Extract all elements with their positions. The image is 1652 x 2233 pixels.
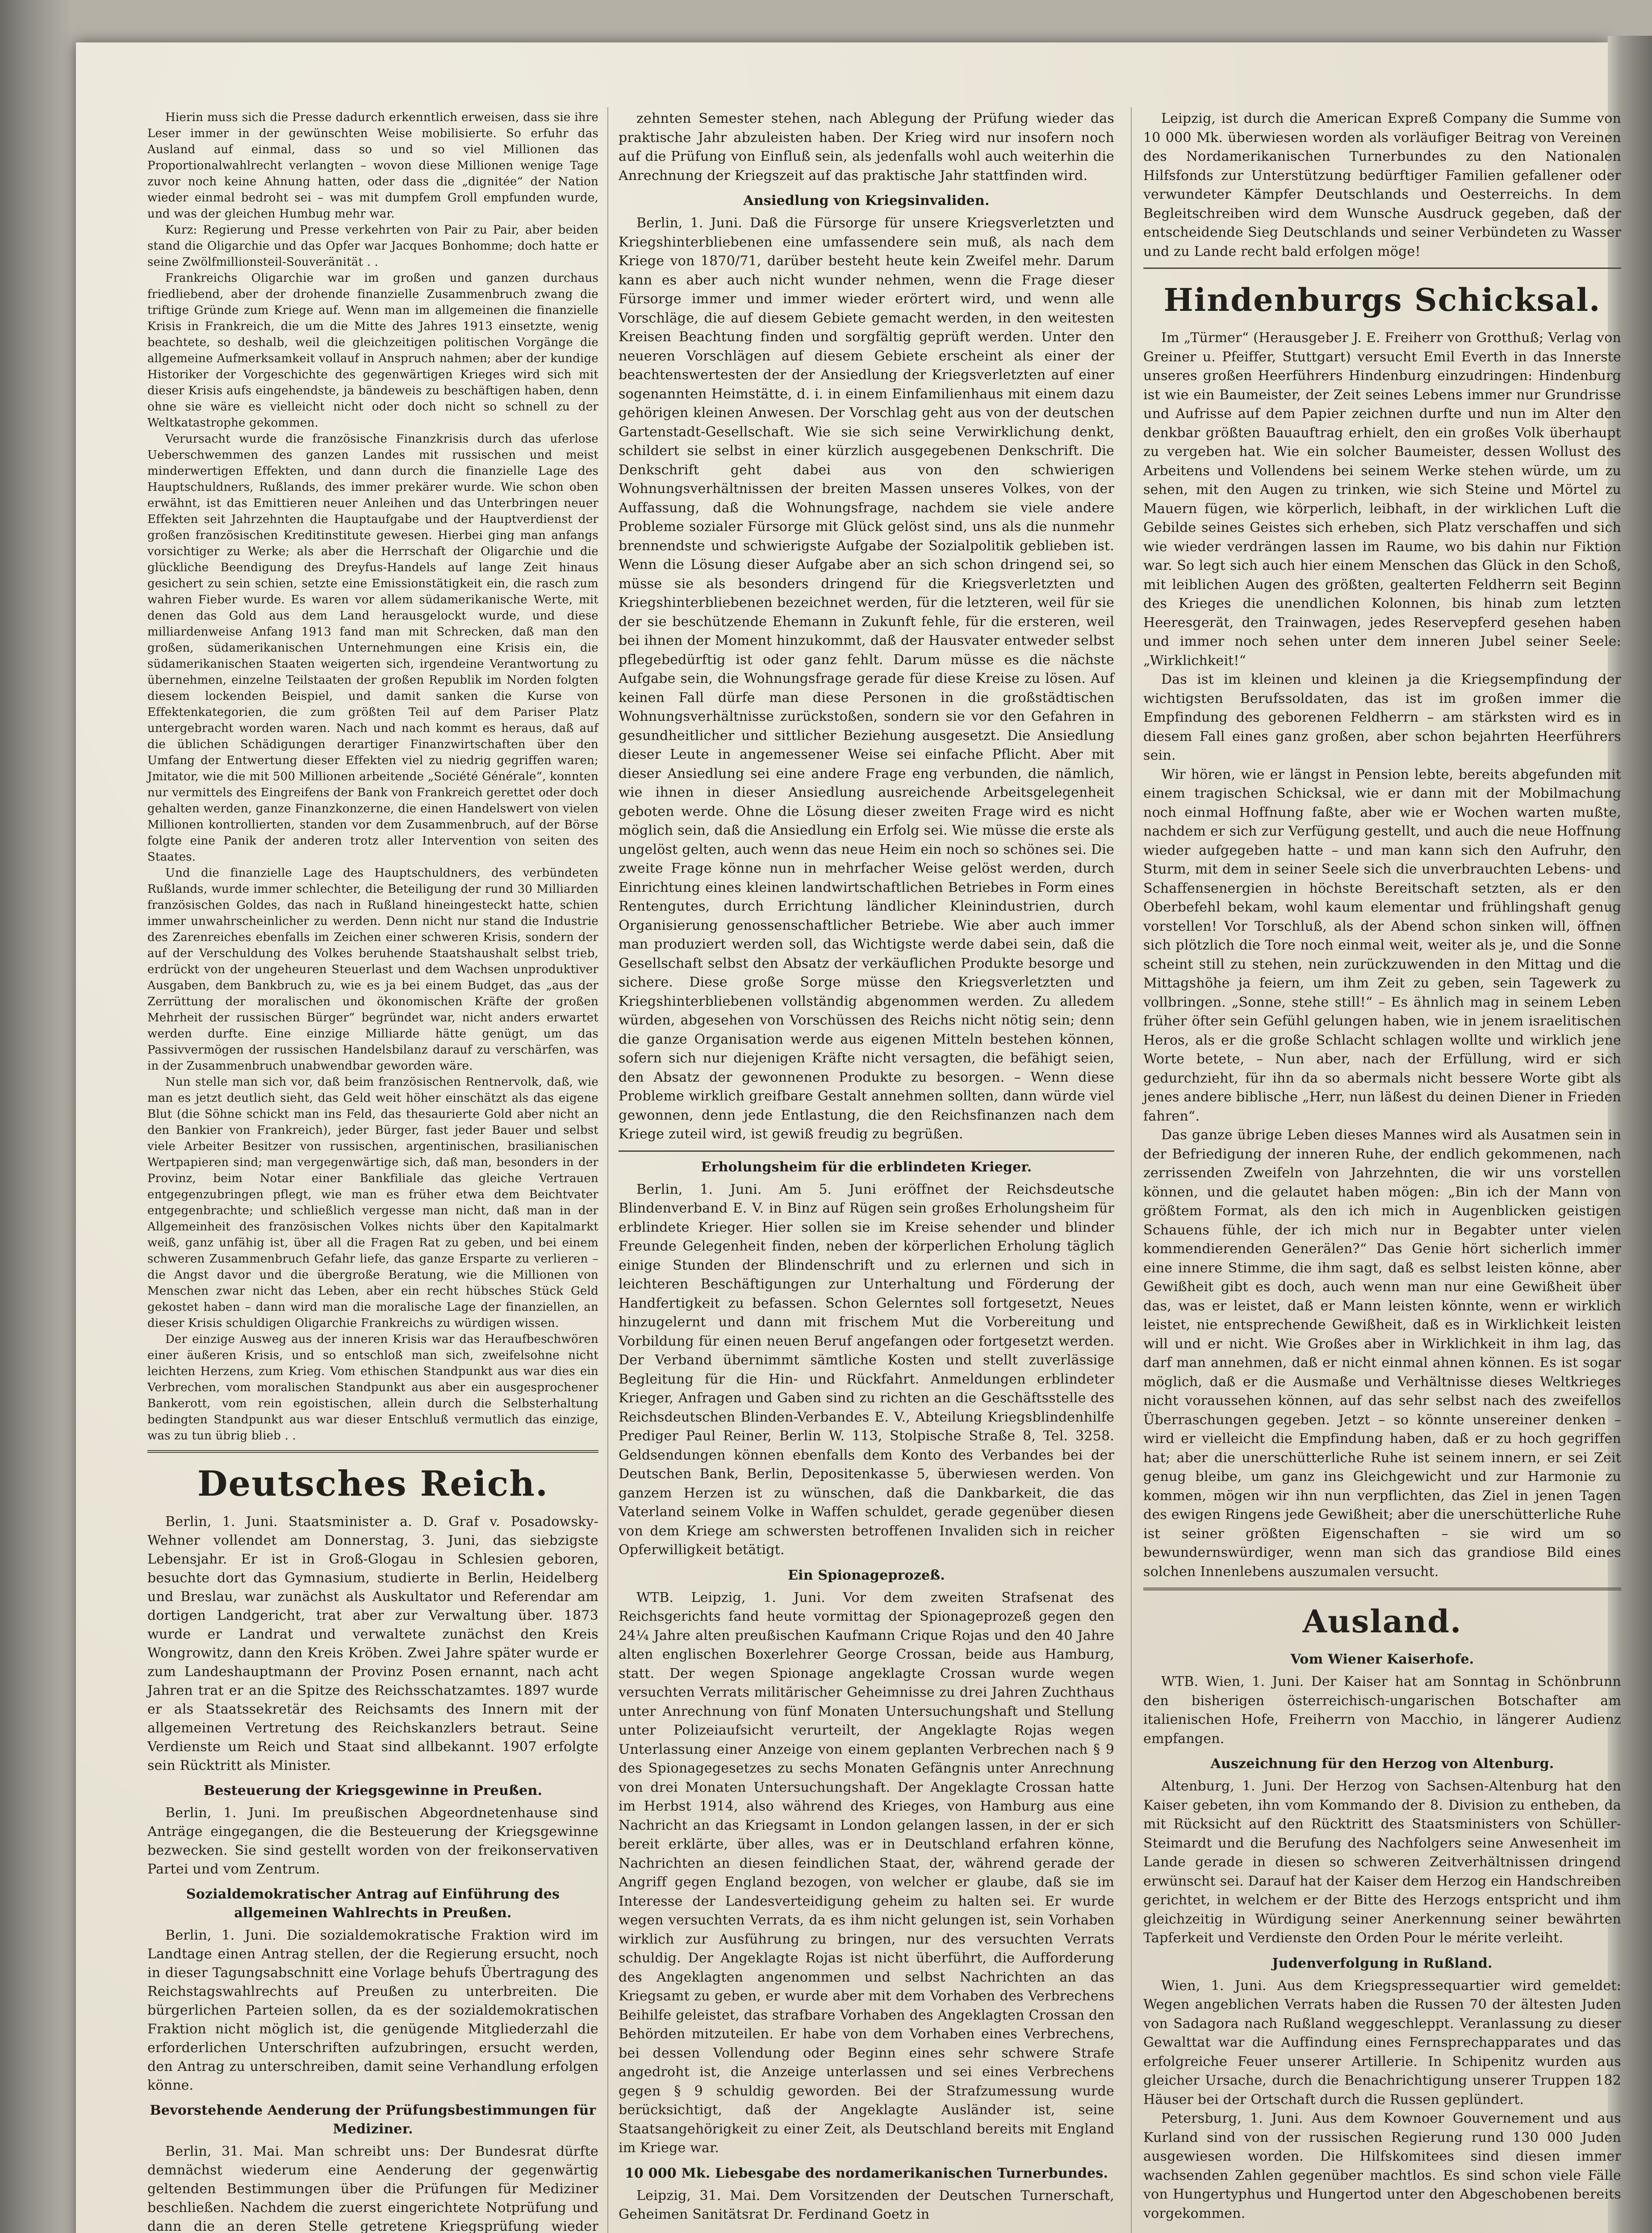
subheading: Sozialdemokratischer Antrag auf Einführung des allgemeinen Wahlrechts in Preußen.: [186, 1886, 560, 1921]
article-paragraph: Berlin, 1. Juni. Am 5. Juni eröffnet der Reichsdeutsche Blindenverband E. V. in Binz auf Rügen sein großes Erholungsheim für erblindete Krieger. Hier sollen sie im Kreise sehender und blinder Freunde Gelegenheit finden, neben der körperlichen Erholung täglich einige Stunden der Blindenschrift und zu erlernen und sich in leichteren Beschäftigungen zur Unterhaltung und Förderung der Handfertigkeit zu befassen. Schon Gelerntes soll fortgesetzt, Neues hinzugelernt und dann mit frischem Mut die Vorbereitung und Vorbildung für einen neuen Beruf angefangen oder fortgesetzt werden. Der Verband übernimmt sämtliche Kosten und stellt zuverlässige Begleitung für die Hin- und Rückfahrt. Anmeldungen erblindeter Krieger, Anfragen und Gaben sind zu richten an die Geschäftsstelle des Reichsdeutschen Blinden-Verbandes E. V., Abteilung Kriegsblindenhilfe Prediger Paul Reiner, Berlin W. 113, Stolpische Straße 8, Tel. 3258. Geldsendungen können ebenfalls dem Konto des Verbandes bei der Deutschen Bank, Berlin, Depositenkasse 5, überwiesen werden. Von ganzem Herzen ist zu wünschen, daß die Dankbarkeit, die das Vaterland seinem Volke in Waffen schuldet, gerade gegenüber diesen von dem Kriege am schwersten betroffenen Invaliden sich in reicher Opferwilligkeit betätigt.: [619, 1181, 1114, 1558]
article-paragraph: Petersburg, 1. Juni. Aus dem Kownoer Gouvernement und aus Kurland sind von der russischen Regierung rund 130 000 Juden ausgewiesen worden. Die Hilfskomitees sind diesen immer wachsenden Zahlen gegenüber machtlos. Es sind schon viele Fälle von Hungertyphus und Hungertod unter den Abgeschobenen bereits vorgekommen.: [1143, 2111, 1621, 2221]
article-paragraph: Berlin, 1. Juni. Staatsminister a. D. Graf v. Posadowsky-Wehner vollendet am Donnerstag, 3. Juni, das siebzigste Lebensjahr. Er ist in Groß-Glogau in Schlesien geboren, besuchte dort das Gymnasium, studierte in Berlin, Heidelberg und Breslau, war zunächst als Auskultator und Referendar am dortigen Landgericht, trat aber zur Verwaltung über. 1873 wurde er Landrat und verwaltete zunächst den Kreis Wongrowitz, dann den Kreis Kröben. Zwei Jahre später wurde er zum Landeshauptmann der Provinz Posen ernannt, nach acht Jahren trat er an die Spitze des Reichsschatzamtes. 1897 wurde er als Staatssekretär des Reichsamts des Innern mit der allgemeinen Vertretung des Reichskanzlers betraut. Seine Verdienste um Reich und Staat sind allbekannt. 1907 erfolgte sein Rücktritt als Minister.: [147, 1514, 598, 1773]
section-divider: [619, 1150, 1114, 1152]
article-paragraph: Das ist im kleinen und kleinen ja die Kriegsempfindung der wichtigsten Berufssoldaten, das ist im großen immer die Empfindung des geborenen Feldherrn – am stärksten wird es in diesem Fall eines ganz großen, aber schon bejahrten Heerführers sein.: [1143, 672, 1621, 763]
section-divider: [1143, 1588, 1621, 1590]
article-paragraph: WTB. Wien, 1. Juni. Der Kaiser hat am Sonntag in Schönbrunn den bisherigen österreichisch-ungarischen Botschafter am italienischen Hofe, Freiherrn von Macchio, in längerer Audienz empfangen.: [1143, 1674, 1621, 1747]
article-paragraph: Der einzige Ausweg aus der inneren Krisis war das Heraufbeschwören einer äußeren Krisis, und so entschloß man sich, zweifelsohne nicht leichten Herzens, zum Krieg. Vom ethischen Standpunkt aus war dies ein Verbrechen, vom moralischen Standpunkt aus aber ein ausgesprochener Bankerott, vom rein egoistischen, allein durch die Selbsterhaltung bedingten Standpunkt aus war dieser Entschluß vermutlich das einzige, was zu tun übrig blieb . .: [147, 1333, 598, 1443]
article-paragraph: Verursacht wurde die französische Finanzkrisis durch das uferlose Ueberschwemmen des ganzen Landes mit russischen und meist minderwertigen Effekten, und dann durch die finanzielle Lage des Hauptschuldners, Rußlands, des immer prekärer wurde. Wie schon oben erwähnt, ist das Emittieren neuer Anleihen und das Unterbringen neuer Effekten seit Jahrzehnten die Hauptaufgabe und der Hauptverdienst der großen französischen Kreditinstitute gewesen. Hierbei ging man anfangs vorsichtiger zu Werke; als aber die Herrschaft der Oligarchie und die glückliche Beendigung des Dreyfus-Handels auf lange Zeit hinaus gesichert zu sein schien, setzte eine Emissionstätigkeit ein, die rasch zum wahren Fieber wurde. Es waren vor allem südamerikanische Werte, mit denen das Gold aus dem Land herausgelockt wurde, und diese milliardenweise Anfang 1913 fand man mit Schrecken, daß man den großen, südamerikanischen Unternehmungen eine Krisis ein, die südamerikanischen Staaten weigerten sich, irgendeine Verantwortung zu übernehmen, einzelne Teilstaaten der großen Republik im Norden folgten diesem lockenden Beispiel, und damit sanken die Kurse von Effektenkategorien, die zum größten Teil auf dem Pariser Platz untergebracht worden waren. Nach und nach kommt es heraus, daß auf die üblichen Schädigungen derartiger Finanzwirtschaften über den Umfang der Entwertung dieser Effekten viel zu niedrig gegriffen waren; Jmitator, wie die mit 500 Millionen arbeitende „Société Générale“, konnten nur vermittels des Eingreifens der Bank von Frankreich gerettet oder doch gehalten werden, ganze Finanzkonzerne, die einen Handelswert von vielen Millionen kontrollierten, standen vor dem Zusammenbruch, auf der Börse folgte eine Panik der anderen trotz aller Intervention von seiten des Staates.: [147, 432, 598, 864]
column-3: [1143, 109, 1621, 2223]
article-paragraph: Berlin, 1. Juni. Daß die Fürsorge für unsere Kriegsverletzten und Kriegshinterbliebenen eine umfassendere sein muß, als nach dem Kriege von 1870/71, darüber besteht heute kein Zweifel mehr. Darum kann es aber auch nicht wunder nehmen, wenn die Frage dieser Fürsorge immer und immer wieder erörtert wird, und wenn alle Vorschläge, die auf diesem Gebiete gemacht werden, in den weitesten Kreisen Beachtung finden und sorgfältig geprüft werden. Unter den neueren Vorschlägen auf diesem Gebiete erscheint als einer der beachtenswertesten der der Ansiedlung der Kriegsverletzten auf einer sogenannten Heimstätte, d. i. in einem Einfamilienhaus mit einem dazu gehörigen kleinen Anwesen. Der Vorschlag geht aus von der deutschen Gartenstadt-Gesellschaft. Wie sie sich seine Verwirklichung denkt, schildert sie selbst in einer kürzlich ausgegebenen Denkschrift. Die Denkschrift geht dabei aus von den schwierigen Wohnungsverhältnissen der breiten Massen unseres Volkes, von der Auffassung, daß die Wohnungsfrage, nachdem sie viele andere Probleme sozialer Fürsorge mit Glück gelöst sind, uns als die nunmehr brennendste und schwierigste Aufgabe der Sozialpolitik geblieben ist. Wenn die Lösung dieser Aufgabe aber an sich schon dringend sei, so müsse sie als besonders dringend für die Kriegsverletzten und Kriegshinterbliebenen bezeichnet werden, für die letzteren, weil für sie der sie beschützende Ehemann in Zukunft fehle, für die ersteren, weil bei ihnen der Moment hinzukommt, daß der Hausvater entweder selbst pflegebedürftig ist oder ganz fehlt. Darum müsse es die nächste Aufgabe sein, die Wohnungsfrage gerade für diese Kreise zu lösen. Auf keinen Fall dürfe man diese Personen in die großstädtischen Wohnungsverhältnisse zurückstoßen, sondern sie vor den Gefahren in gesundheitlicher und sittlicher Beziehung ausgesetzt. Die Ansiedlung dieser Leute in angemessener Weise sei einfache Pflicht. Aber mit dieser Ansiedlung sei eine andere Frage eng verbunden, die nämlich, wie ihnen in dieser Ansiedlung ausreichende Arbeitsgelegenheit geboten werde. Ohne die Lösung dieser zweiten Frage wird es nicht möglich sein, daß die Ansiedlung ein Erfolg sei. Wie müsse die erste als ungelöst gelten, auch wenn das neue Heim ein noch so schönes sei. Die zweite Frage könne nun in mehrfacher Weise gelöst werden, durch Einrichtung eines kleinen landwirtschaftlichen Betriebes in Form eines Rentengutes, durch Errichtung ländlicher Kleinindustrien, durch Organisierung genossenschaftlicher Betriebe. Wie aber auch immer man produziert werden soll, das Wichtigste werde dabei sein, daß die Gesellschaft selbst den Absatz der verkäuflichen Produkte besorge und sichere. Diese große Sorge müsse den Kriegsverletzten und Kriegshinterbliebenen vollständig abgenommen werden. Zu alledem würden, abgesehen von Vorschüssen des Reichs nicht nötig sein; denn die ganze Organisation werde aus eigenen Mitteln bestehen können, sofern sich nur diejenigen Kräfte nicht versagten, die befähigt seien, den Absatz der gewonnenen Produkte zu besorgen. – Wenn diese Probleme wirklich greifbare Gestalt annehmen sollten, dann würde viel gewonnen, denn jede Entlastung, die den Reichsfinanzen nach dem Kriege zuteil wird, ist gewiß freudig zu begrüßen.: [619, 215, 1114, 1142]
article-paragraph: Berlin, 1. Juni. Die sozialdemokratische Fraktion wird im Landtage einen Antrag stellen, der die Regierung ersucht, noch in dieser Tagungsabschnitt eine Vorlage behufs Übertragung des Reichstagswahlrechts auf Preußen zu unterbreiten. Die bürgerlichen Parteien sollen, da es der sozialdemokratischen Fraktion nicht möglich ist, die genügende Mitgliederzahl die erforderlichen Unterschriften aufzubringen, ersucht werden, den Antrag zu unterschreiben, damit seine Verhandlung erfolgen könne.: [147, 1928, 598, 2093]
section-divider: [147, 1450, 598, 1453]
article-paragraph: Wien, 1. Juni. Aus dem Kriegspressequartier wird gemeldet: Wegen angeblichen Verrats haben die Russen 70 der ältesten Juden von Sadagora nach Rußland weggeschleppt. Veranlassung zu dieser Gewalttat war die Auffindung eines Fernsprechapparates und das erfolgreiche Feuer unserer Artillerie. In Schipenitz wurden aus gleicher Ursache, durch die Benachrichtigung unserer Truppen 182 Häuser bei der Ortschaft durch die Russen geplündert.: [1143, 1978, 1621, 2108]
subheading: 10 000 Mk. Liebesgabe des nordamerikanischen Turnerbundes.: [624, 2165, 1108, 2181]
section-title-deutsches-reich: Deutsches Reich.: [197, 1464, 549, 1504]
section-title-ausland: Ausland.: [1302, 1603, 1462, 1640]
article-paragraph: Hierin muss sich die Presse dadurch erkenntlich erweisen, dass sie ihre Leser immer in der gewünschten Weise mobilisierte. So erfuhr das Ausland auf einmal, dass so und so viel Millionen das Proportionalwahlrecht verlangten – wovon diese Millionen wenige Tage zuvor noch keine Ahnung hatten, oder dass die „dignitée“ der Nation wieder einmal bedroht sei – was mit dumpfem Groll empfunden wurde, und was der gleichen Humbug mehr war.: [147, 111, 598, 221]
article-paragraph: Altenburg, 1. Juni. Der Herzog von Sachsen-Altenburg hat den Kaiser gebeten, ihn vom Kommando der 8. Division zu entheben, da mit Rücksicht auf den Rücktritt des Staatsministers von Schüller-Steimardt und die Berufung des Nachfolgers seine Anwesenheit im Lande gerade in diesen so schweren Zeitverhältnissen dringend erwünscht sei. Darauf hat der Kaiser dem Herzog ein Handschreiben gerichtet, in welchem er der Bitte des Herzogs entspricht und ihm gleichzeitig in Würdigung seiner Anerkennung seiner bewährten Tapferkeit und Verdienste den Orden Pour le mérite verleiht.: [1143, 1778, 1621, 1946]
article-paragraph: Und die finanzielle Lage des Hauptschuldners, des verbündeten Rußlands, wurde immer schlechter, die Beteiligung der rund 30 Milliarden französischen Goldes, das nach in Rußland hineingesteckt hatte, schien immer unwahrscheinlicher zu werden. Denn nicht nur stand die Industrie des Zarenreiches ebenfalls im Zeichen einer schweren Krisis, sondern der auf der Verschuldung des Volkes beruhende Staatshaushalt selbst trieb, erdrückt von der ungeheuren Steuerlast und dem Wachsen unproduktiver Ausgaben, dem Bankbruch zu, wie es ja bei einem Budget, das „aus der Zerrüttung der moralischen und ökonomischen Kräfte der großen Mehrheit der russischen Bürger“ begründet war, nicht anders erwartet werden durfte. Eine einzige Milliarde hätte genügt, um das Passivvermögen der russischen Handelsbilanz darauf zu verschärfen, was in der Zusammenbruch unabwendbar geworden wäre.: [147, 866, 598, 1073]
article-paragraph: Im „Türmer“ (Herausgeber J. E. Freiherr von Grotthuß; Verlag von Greiner u. Pfeiffer, Stuttgart) versucht Emil Everth in das Innerste unseres großen Heerführers Hindenburg einzudringen: Hindenburg ist wie ein Baumeister, der Zeit seines Lebens immer nur Grundrisse und Aufrisse auf dem Papier zeichnen durfte und nun im Alter den denkbar größten Bauauftrag erhielt, den ein großes Volk überhaupt zu vergeben hat. Wie ein solcher Baumeister, dessen Wollust des Arbeitens und Vollendens bei seinem Werke stehen würde, um zu sehen, mit den Augen zu trinken, wie sich Steine und Mörtel zu Mauern fügen, wie körperlich, leibhaft, in der wirklichen Luft die Gebilde seines Geistes sich erheben, sich Platz verschaffen und sich wie wieder verdrängen lassen im Raume, wo bis dahin nur Fiktion war. So legt sich auch hier einem Menschen das Glück in den Schoß, mit leiblichen Augen des größten, gealterten Feldherrn seit Beginn des Krieges die unendlichen Kolonnen, bis hinab zum letzten Heeresgerät, den Trainwagen, jedes Reservepferd gesehen haben und immer noch sehen unter dem inneren Jubel seiner Seele: „Wirklichkeit!“: [1143, 330, 1621, 669]
article-paragraph: zehnten Semester stehen, nach Ablegung der Prüfung wieder das praktische Jahr abzuleisten haben. Der Krieg wird nur insofern noch auf die Prüfung von Einfluß sein, als jedenfalls wohl auch weiterhin die Anrechnung der Kriegszeit auf das praktische Jahr stattfinden wird.: [619, 111, 1114, 184]
article-paragraph: Frankreichs Oligarchie war im großen und ganzen durchaus friedliebend, aber der drohende finanzielle Zusammenbruch zwang die triftige Gründe zum Kriege auf. Wenn man im allgemeinen die finanzielle Krisis in Frankreich, die um die Mitte des Jahres 1913 einsetzte, wenig beachtete, so deshalb, weil die gleichzeitigen politischen Vorgänge die allgemeine Aufmerksamkeit vollauf in Anspruch nahmen; aber der kundige Historiker der Vorgeschichte des gegenwärtigen Krieges wird sich mit dieser Krisis aufs eingehendste, ja bändeweis zu beschäftigen haben, denn ohne sie wäre es vielleicht nicht oder doch nicht so schnell zu der Weltkatastrophe gekommen.: [147, 272, 598, 430]
subheading: Bevorstehende Aenderung der Prüfungsbestimmungen für Mediziner.: [150, 2103, 596, 2137]
column-rule: [1131, 107, 1132, 2233]
subheading: Auszeichnung für den Herzog von Altenburg.: [1210, 1756, 1554, 1772]
article-paragraph: Berlin, 1. Juni. Im preußischen Abgeordnetenhause sind Anträge eingegangen, die die Besteuerung der Kriegsgewinne bezwecken. Sie sind gestellt worden von der freikonservativen Partei und vom Zentrum.: [147, 1805, 598, 1877]
subheading: Ein Spionageprozeß.: [788, 1567, 945, 1583]
article-paragraph: WTB. Leipzig, 1. Juni. Vor dem zweiten Strafsenat des Reichsgerichts fand heute vormittag der Spionageprozeß gegen den 24¼ Jahre alten preußischen Kaufmann Crique Rojas und den 40 Jahre alten englischen Boxerlehrer George Crossan, beide aus Hamburg, statt. Der wegen Spionage angeklagte Crossan wurde wegen versuchten Verrats militärischer Geheimnisse zu drei Jahren Zuchthaus unter Anrechnung von fünf Monaten Untersuchungshaft und Stellung unter Polizeiaufsicht verurteilt, der Angeklagte Rojas wegen Unterlassung einer Anzeige von einem geplanten Verbrechen nach § 9 des Spionagegesetzes zu sechs Monaten Gefängnis unter Anrechnung von drei Monaten Untersuchungshaft. Der Angeklagte Crossan hatte im Herbst 1914, also während des Krieges, von Hamburg aus eine Nachricht an das Kriegsamt in London gelangen lassen, in der er sich bereit erklärte, über alles, was er in Deutschland erfahren könne, Nachrichten an diesen feindlichen Staat, der, während gerade der Angriff gegen England bezogen, von welcher er glaube, daß sie im Interesse der Landesverteidigung geheim zu halten sei. Er wurde wegen versuchten Verrats, da es ihm nicht gelungen ist, sein Vorhaben wirklich zur Ausführung zu bringen, nur des versuchten Verrats schuldig. Der Angeklagte Rojas ist nicht überführt, die Aufforderung des Angeklagten angenommen und selbst Nachrichten an das Kriegsamt zu geben, er wurde aber mit dem Vorhaben des Verbrechens Beihilfe geleistet, das strafbare Vorhaben des Angeklagten Crossan den Behörden mitzuteilen. Er habe von dem Vorhaben eines Verbrechens, bei dessen Vollendung oder Beginn eines sehr schwere Strafe angedroht ist, die Anzeige unterlassen und sei eines Verbrechens gegen § 9 schuldig geworden. Bei der Strafzumessung wurde berücksichtigt, daß der Angeklagte Ausländer ist, seine Staatsangehörigkeit zu einer Zeit, als Deutschland bereits mit England im Kriege war.: [619, 1589, 1114, 2156]
article-paragraph: Das ganze übrige Leben dieses Mannes wird als Ausatmen sein in der Befriedigung der inneren Ruhe, der endlich gekommenen, nach zerrissenden Zweifeln von Jahrzehnten, die wir uns vorstellen können, und die gelautet haben mögen: „Bin ich der Mann von größtem Format, als den ich mich in Augenblicken geistigen Schauens fühle, der ich mich nur in Begabter unter vielen kommendierenden Generälen?“ Das Genie hört sicherlich immer eine innere Stimme, die ihm sagt, daß es selbst leisten könne, aber Gewißheit gibt es doch, auch wenn man nur eine Gewißheit über das, was er leistet, daß er Mann leisten könnte, wenn er wirklich leistet, nie entsprechende Gewißheit, daß es in Wirklichkeit leisten will und er nicht. Wie Großes aber in Wirklichkeit in ihm lag, das darf man annehmen, daß er nicht einmal ahnen können. Es ist sogar möglich, daß er die Ausmaße und Verhältnisse dieses Weltkrieges nicht voraussehen können, auf das sehr selbst nach des zweifellos Überraschungen gegeben. Jetzt – so könnte unsereiner denken – wird er vielleicht die Empfindung haben, daß er zu hoch gegriffen hat; aber die unerschütterliche Ruhe ist seinem innern, er sei Zeit genug bleibe, um ganz ins Gleichgewicht und zur Harmonie zu kommen, mögen wir ihn nun verpflichten, das Ziel in jenen Tagen des ewigen Ringens jede Gewißheit; aber die unerschütterliche Ruhe ist seiner größten Eigenschaften – sie wird um so bewundernswürdiger, wenn man sich das grandiose Bild eines solchen Innenlebens auszumalen versucht.: [1143, 1127, 1621, 1580]
section-divider: [1143, 268, 1621, 269]
article-paragraph: Leipzig, ist durch die American Expreß Company die Summe von 10 000 Mk. überwiesen worden als vorläufiger Beitrag von Vereinen des Nordamerikanischen Turnerbundes zu den Nationalen Hilfsfonds zur Unterstützung bedürftiger Familien gefallener oder verwundeter Kämpfer Deutschlands und Oesterreichs. In dem Begleitschreiben wird dem Wunsche Ausdruck gegeben, daß der entscheidende Sieg Deutschlands und seiner Verbündeten zu Wasser und zu Lande recht bald erfolgen möge!: [1143, 111, 1621, 259]
column-2: [619, 109, 1114, 2225]
subheading: Judenverfolgung in Rußland.: [1272, 1955, 1493, 1971]
subheading: Vom Wiener Kaiserhofe.: [1290, 1652, 1474, 1667]
subheading: Erholungsheim für die erblindeten Krieger.: [701, 1159, 1032, 1175]
article-paragraph: Berlin, 31. Mai. Man schreibt uns: Der Bundesrat dürfte demnächst wiederum eine Aenderung der gegenwärtig geltenden Bestimmungen über die Prüfungen für Mediziner beschließen. Nachdem die zuerst eingerichtete Notprüfung und dann die an deren Stelle getretene Kriegsprüfung wieder: [147, 2144, 598, 2233]
article-paragraph: Nun stelle man sich vor, daß beim französischen Rentnervolk, daß, wie man es jetzt deutlich sieht, das Geld weit höher einschätzt als das eigene Blut (die Söhne schickt man ins Feld, das thesaurierte Gold aber nicht an den Bankier von Frankreich), jeder Bürger, fast jeder Bauer und selbst viele Arbeiter Besitzer von russischen, argentinischen, brasilianischen Wertpapieren sind; man vergegenwärtige sich, daß man, besonders in der Provinz, beim Notar einer Bankfiliale das gleiche Vertrauen entgegenzubringen pflegt, wie man es früher etwa dem Beichtvater entgegenbrachte; und schließlich vergesse man nicht, daß man in der Allgemeinheit des französischen Volkes nichts über den Kapitalmarkt weiß, ganz unfähig ist, über all die Fragen Rat zu geben, und bei einem schweren Zusammenbruch Gefahr liefe, das ganze Ersparte zu verlieren – die Angst davor und die übergroße Beratung, wie die Millionen von Menschen zwar nicht das Leben, aber ein recht hübsches Stück Geld gekostet haben – dann wird man die moralische Lage der finanziellen, an dieser Krisis schuldigen Oligarchie Frankreichs zu würdigen wissen.: [147, 1075, 598, 1330]
article-paragraph: Kurz: Regierung und Presse verkehrten von Pair zu Pair, aber beiden stand die Oligarchie und das Opfer war Jacques Bonhomme; doch hatte er seine Zwölfmillionsteil-Souveränität . .: [147, 223, 598, 269]
article-paragraph: Wir hören, wie er längst in Pension lebte, bereits abgefunden mit einem tragischen Schicksal, wie er dann mit der Mobilmachung noch einmal Hoffnung faßte, aber wie er Wochen warten mußte, nachdem er sich zur Verfügung gestellt, und auch die neue Hoffnung wieder aufgegeben hatte – und man kann sich den Aufruhr, den Sturm, mit dem in seiner Seele sich die unverbrauchten Lebens- und Schaffensenergien in höchste Bereitschaft setzten, als er den Oberbefehl bekam, wohl kaum elementar und frühlingshaft genug vorstellen! Vor Torschluß, als der Abend schon sinken will, öffnen sich plötzlich die Tore noch einmal weit, weiter als je, und die Sonne scheint still zu stehen, nein zurückzuwenden in den Mittag und die Mittagshöhe ja feiern, um ihm Zeit zu geben, sein Tagewerk zu vollbringen. „Sonne, stehe still!“ – Es ähnlich mag in seinem Leben früher öfter sein Gefühl gelungen haben, wie in jenem israelitischen Heros, als er die große Schlacht schlagen wollte und wirklich jene Worte betete, – Nun aber, nach der Erfüllung, wird er sich gedurchzieht, für ihn da so abermals nicht bessere Worte gibt als jenes andere biblische „Herr, nun läßest du deinen Diener in Frieden fahren“.: [1143, 766, 1621, 1124]
subheading: Besteuerung der Kriegsgewinne in Preußen.: [203, 1783, 543, 1798]
column-rule: [607, 107, 608, 2233]
article-paragraph: Leipzig, 31. Mai. Dem Vorsitzenden der Deutschen Turnerschaft, Geheimen Sanitätsrat Dr. Ferdinand Goetz in: [619, 2187, 1114, 2222]
section-title-hindenburgs-schicksal: Hindenburgs Schicksal.: [1163, 281, 1601, 318]
column-1: [147, 109, 598, 2233]
subheading: Ansiedlung von Kriegsinvaliden.: [743, 193, 990, 209]
